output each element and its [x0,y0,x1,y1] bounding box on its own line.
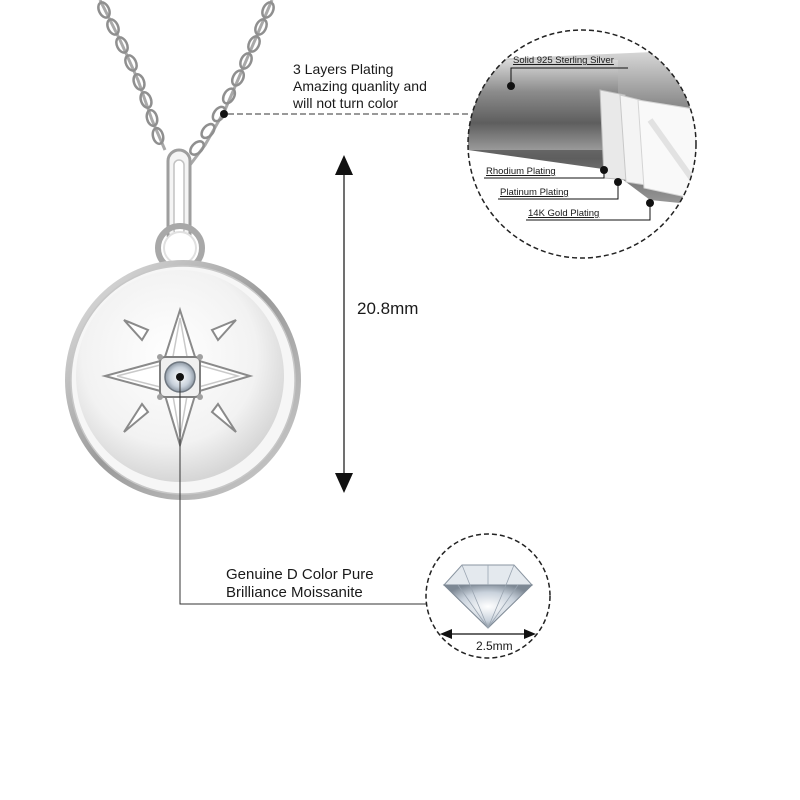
height-dimension-arrow [335,155,353,493]
plating-callout-line-3: will not turn color [293,95,399,111]
chain [96,0,276,165]
stone-callout-line-2: Brilliance Moissanite [226,584,363,601]
stone-callout-line-1: Genuine D Color Pure [226,566,374,583]
stone-width-label: 2.5mm [476,639,513,653]
height-dimension-label: 20.8mm [357,299,419,318]
plating-callout-line-1: 3 Layers Plating [293,61,394,77]
label-platinum-plating: Platinum Plating [500,187,569,198]
label-sterling-silver: Solid 925 Sterling Silver [513,55,614,66]
plating-callout-line-2: Amazing quanlity and [293,78,427,94]
stone-callout [226,566,374,602]
label-rhodium-plating: Rhodium Plating [486,166,556,177]
label-gold-plating: 14K Gold Plating [528,208,600,219]
pendant-bail [158,150,202,270]
plating-callout [293,61,427,112]
